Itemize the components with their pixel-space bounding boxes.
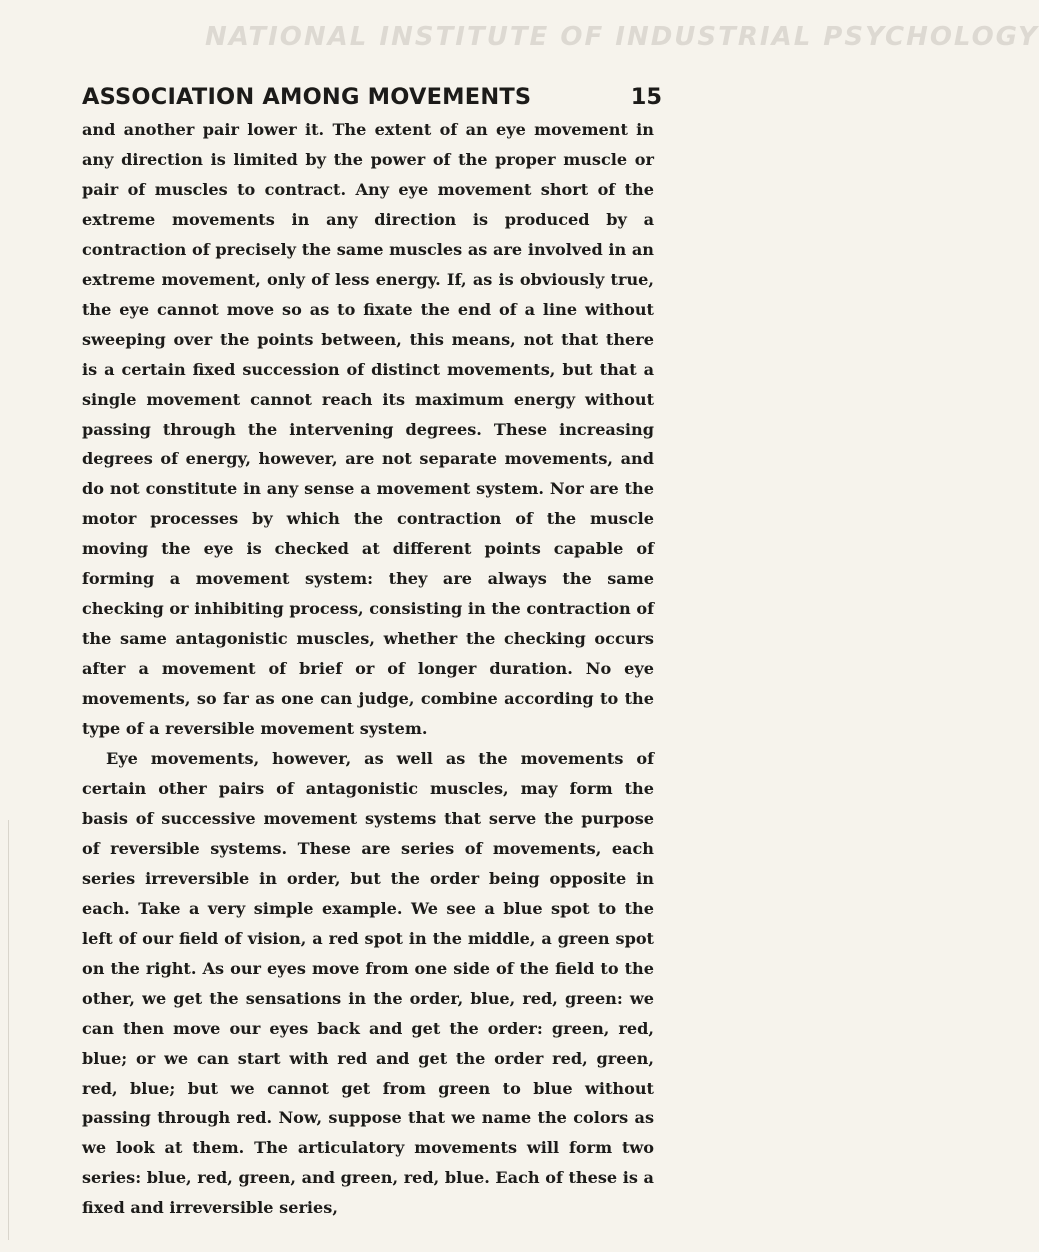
paragraph: Eye movements, however, as well as the movements of certain other pairs of antagonistic muscles, may form the basis of successive movement systems that serve the purpose of reversible systems. These are series of movements, each series irreversible in order, but the order being opposite in each. Take a very simple example. We see a blue spot to the left of our field of vision, a red spot in the middle, a green spot on the right. As our eyes move from one side of the field to the other, we get the sensations in the order, blue, red, green: we can then move our eyes back and get the order: green, red, blue; or we can start with red and get the order red, green, red, blue; but we cannot get from green to blue without passing through red. Now, suppose that we name the colors as we look at them. The articulatory movements will form two series: blue, red, green, and green, red, blue. Each of these is a fixed and irreversible series, xyxy=(82,749,654,1218)
library-stamp: NATIONAL INSTITUTE OF INDUSTRIAL PSYCHOLOGY xyxy=(205,22,1039,52)
running-title: ASSOCIATION AMONG MOVEMENTS xyxy=(82,84,532,110)
page-edge-shadow xyxy=(8,820,9,1240)
body-text xyxy=(82,115,654,1223)
running-head xyxy=(82,74,662,114)
page-number: 15 xyxy=(630,84,662,110)
paragraph-continued: and another pair lower it. The extent of an eye movement in any direction is limited by the power of the proper muscle or pair of muscles to contract. Any eye movement short of the extreme movements in any direction is produced by a contraction of precisely the same muscles as are involved in an extreme movement, only of less energy. If, as is obviously true, the eye cannot move so as to fixate the end of a line without sweeping over the points between, this means, not that there is a certain fixed succession of distinct movements, but that a single movement cannot reach its maximum energy without passing through the intervening degrees. These increasing degrees of energy, however, are not separate movements, and do not constitute in any sense a movement system. Nor are the motor processes by which the contraction of the muscle moving the eye is checked at different points capable of forming a movement system: they are always the same checking or inhibiting process, consisting in the contraction of the same antagonistic muscles, whether the checking occurs after a movement of brief or of longer duration. No eye movements, so far as one can judge, combine according to the type of a reversible movement system. xyxy=(82,120,654,739)
